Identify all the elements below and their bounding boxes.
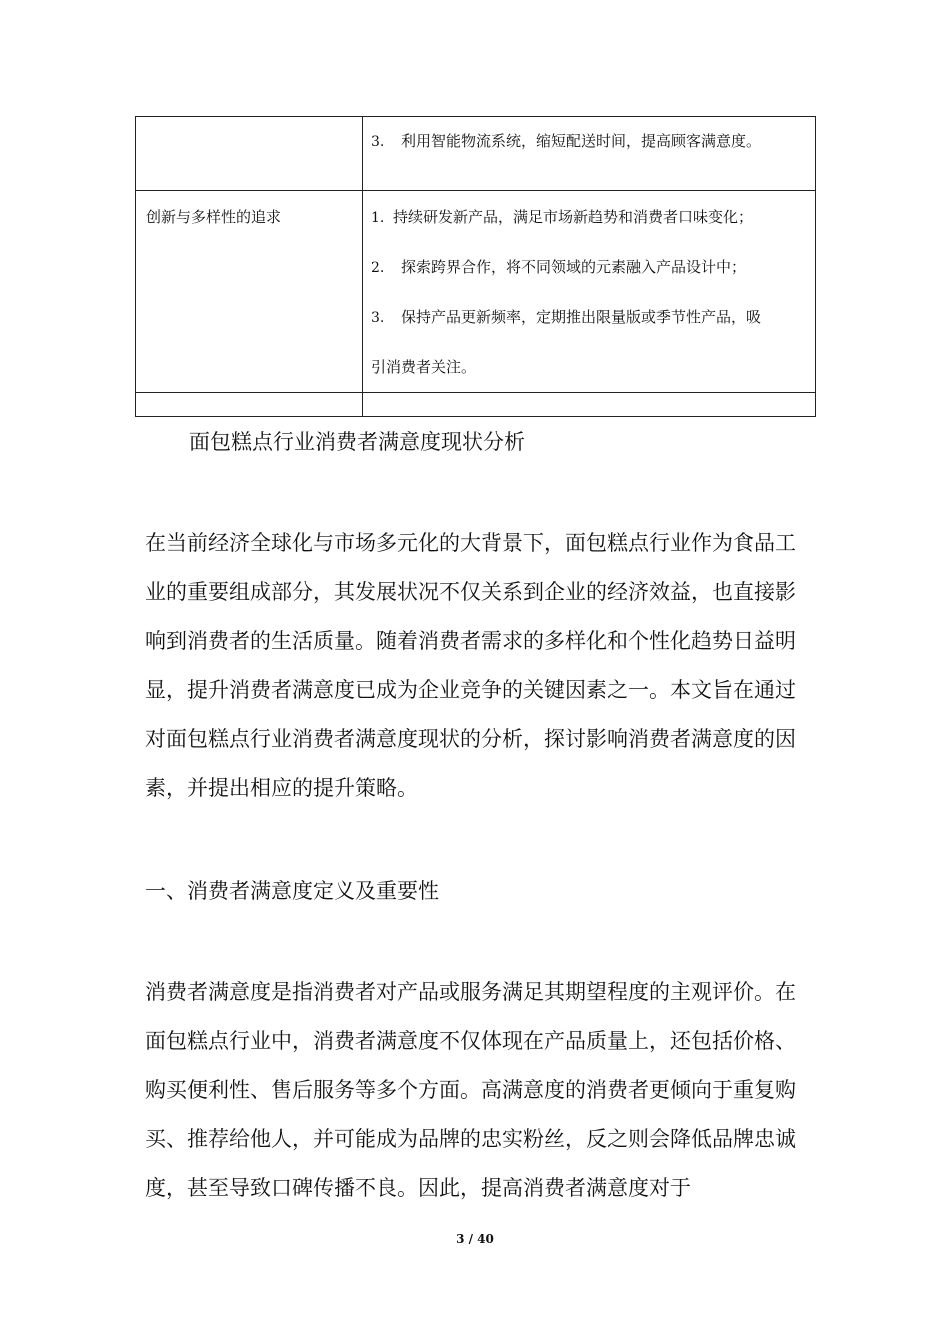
list-text: 探索跨界合作，将不同领域的元素融入产品设计中；: [401, 258, 747, 276]
list-text: 引消费者关注。: [371, 358, 477, 376]
table-column-divider: [362, 117, 363, 416]
table-row-divider: [136, 190, 815, 191]
table-cell-category: 创新与多样性的追求: [146, 208, 282, 226]
intro-paragraph: 在当前经济全球化与市场多元化的大背景下，面包糕点行业作为食品工业的重要组成部分，其发展状况不仅关系到企业的经济效益，也直接影响到消费者的生活质量。随着消费者需求的多样化和个性化趋势日益明显，提升消费者满意度已成为企业竞争的关键因素之一。本文旨在通过对面包糕点行业消费者满意度现状的分析，探讨影响消费者满意度的因素，并提出相应的提升策略。: [145, 531, 796, 800]
list-text: 持续研发新产品，满足市场新趋势和消费者口味变化；: [393, 208, 754, 226]
table-list-item: [371, 357, 476, 377]
page-number: 3 / 40: [456, 1232, 494, 1246]
list-number: 2.: [371, 260, 385, 276]
strategy-table: [135, 116, 816, 417]
section-title: 面包糕点行业消费者满意度现状分析: [189, 430, 525, 454]
list-text: 保持产品更新频率，定期推出限量版或季节性产品，吸: [401, 308, 762, 326]
list-text: 利用智能物流系统，缩短配送时间，提高顾客满意度。: [401, 132, 762, 150]
heading-definition: 一、消费者满意度定义及重要性: [145, 879, 439, 903]
table-list-item: [371, 131, 761, 152]
list-number: 1.: [371, 210, 385, 226]
definition-paragraph: 消费者满意度是指消费者对产品或服务满足其期望程度的主观评价。在面包糕点行业中，消费者满意度不仅体现在产品质量上，还包括价格、购买便利性、售后服务等多个方面。高满意度的消费者更倾向于重复购买、推荐给他人，并可能成为品牌的忠实粉丝，反之则会降低品牌忠诚度，甚至导致口碑传播不良。因此，提高消费者满意度对于: [145, 980, 796, 1200]
list-number: 3.: [371, 310, 385, 326]
table-list-item: [371, 207, 753, 228]
table-list-item: [371, 257, 746, 278]
table-list-item: [371, 307, 761, 328]
table-row-divider: [136, 392, 815, 393]
list-number: 3.: [371, 134, 385, 150]
